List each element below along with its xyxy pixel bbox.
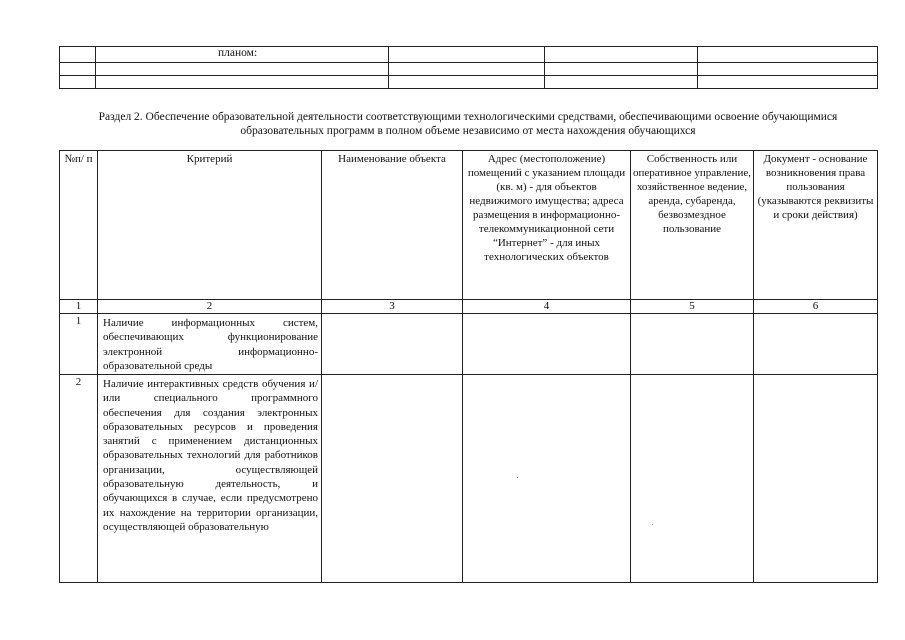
address-cell <box>463 314 631 375</box>
column-number: 3 <box>322 300 463 314</box>
technology-means-table <box>59 150 878 583</box>
scan-speck <box>652 524 653 525</box>
scan-speck <box>517 477 518 478</box>
row-number: 2 <box>60 375 98 583</box>
ownership-cell <box>631 314 754 375</box>
criterion-text: Наличие информационных систем, обеспечивающих функционирование электронной информационно-образовательной среды <box>98 314 322 375</box>
row-number: 1 <box>60 314 98 375</box>
table-row <box>60 47 878 63</box>
table-row <box>60 314 878 375</box>
table-row <box>60 76 878 89</box>
document-cell <box>754 314 878 375</box>
document-cell <box>754 375 878 583</box>
address-cell <box>463 375 631 583</box>
criterion-text: Наличие интерактивных средств обучения и/или специального программного обеспечения для создания электронных образовательных ресурсов и проведения занятий с применением дистанционных образовательных технологий для работников организации, осуществляющей образовательную деятельность, и обучающихся в случае, если предусмотрено их нахождение на территории организации, осуществляющей образовательную <box>98 375 322 583</box>
section-title: Раздел 2. Обеспечение образовательной деятельности соответствующими технологическими средствами, обеспечивающими освоение обучающимися образовательных программ в полном объеме независимо от места нахождения обучающихся <box>98 111 838 137</box>
column-number-row <box>60 300 878 314</box>
ownership-cell <box>631 375 754 583</box>
header-address: Адрес (местоположение) помещений с указанием площади (кв. м) - для объектов недвижимого имущества; адреса размещения в информационно-телекоммуникационной сети “Интернет” - для иных технологических объектов <box>463 151 631 300</box>
column-number: 2 <box>98 300 322 314</box>
previous-section-table <box>59 46 878 89</box>
column-number: 5 <box>631 300 754 314</box>
object-name-cell <box>322 375 463 583</box>
column-number: 1 <box>60 300 98 314</box>
header-row <box>60 151 878 300</box>
header-object-name: Наименование объекта <box>322 151 463 300</box>
table-row <box>60 63 878 76</box>
header-number: №п/ п <box>60 151 98 300</box>
column-number: 6 <box>754 300 878 314</box>
header-criterion: Критерий <box>98 151 322 300</box>
plan-label: планом: <box>96 47 389 63</box>
object-name-cell <box>322 314 463 375</box>
table-row <box>60 375 878 583</box>
header-ownership: Собственность или оперативное управление, хозяйственное ведение, аренда, субаренда, безвозмездное пользование <box>631 151 754 300</box>
header-document: Документ - основание возникновения права пользования (указываются реквизиты и сроки действия) <box>754 151 878 300</box>
column-number: 4 <box>463 300 631 314</box>
